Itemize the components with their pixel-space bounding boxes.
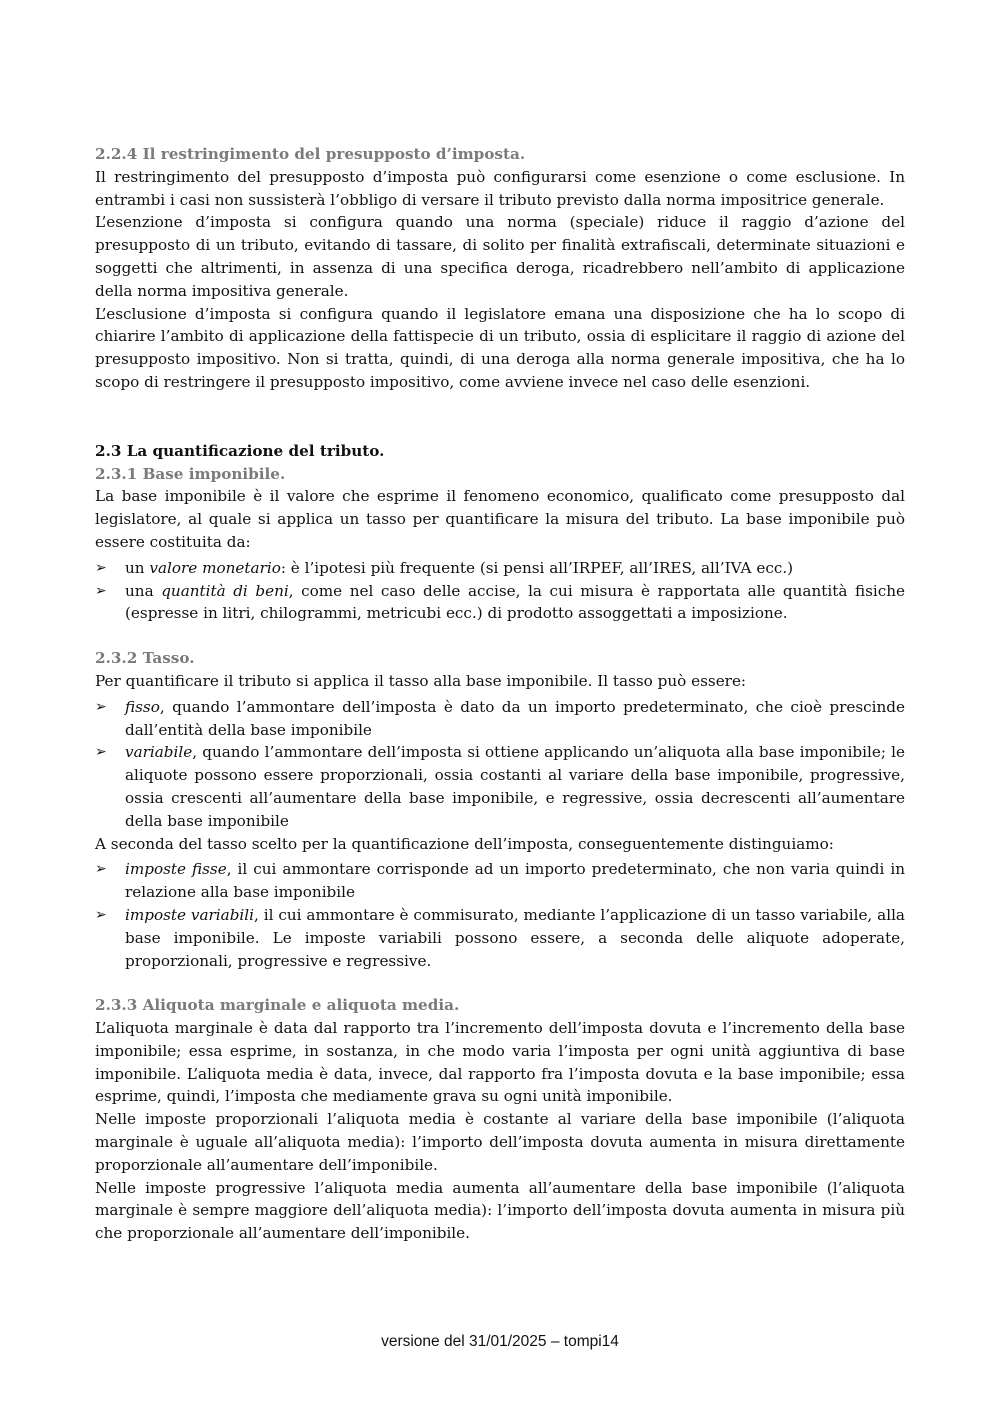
page-footer: versione del 31/01/2025 – tompi14	[381, 1333, 619, 1350]
arrow-bullet-icon: ➢	[95, 861, 107, 878]
paragraph: Il restringimento del presupposto d’imposta può configurarsi come esenzione o come esclusione. In entrambi i casi non sussisterà l’obbligo di versare il tributo previsto dalla norma impositrice generale.	[95, 167, 905, 209]
paragraph: Nelle imposte progressive l’aliquota media aumenta all’aumentare della base imponibile (l’aliquota marginale è sempre maggiore dell’aliquota media): l’importo dell’imposta dovuta aumenta in misura più che proporzionale all’aumentare dell’imponibile.	[95, 1178, 905, 1243]
list-item: ➢ un valore monetario: è l’ipotesi più frequente (si pensi all’IRPEF, all’IRES, all’IVA ecc.)	[95, 557, 905, 580]
list-item: ➢ fisso, quando l’ammontare dell’imposta è dato da un importo predeterminato, che cioè prescinde dall’entità della base imponibile	[95, 697, 905, 739]
document-page	[95, 143, 905, 1245]
arrow-bullet-icon: ➢	[95, 698, 107, 715]
arrow-bullet-icon: ➢	[95, 906, 107, 923]
bullet-list	[95, 557, 905, 625]
paragraph: Nelle imposte proporzionali l’aliquota media è costante al variare della base imponibile (l’aliquota marginale è uguale all’aliquota media): l’importo dell’imposta dovuta aumenta in misura direttamente proporzionale all’aumentare dell’imponibile.	[95, 1110, 905, 1174]
paragraph: L’esclusione d’imposta si configura quando il legislatore emana una disposizione che ha lo scopo di chiarire l’ambito di applicazione della fattispecie di un tributo, ossia di esplicitare il raggio di azione del presupposto impositivo. Non si tratta, quindi, di una deroga alla norma generale impositiva, che ha lo scopo di restringere il presupposto impositivo, come avviene invece nel caso delle esenzioni.	[95, 304, 905, 391]
arrow-bullet-icon: ➢	[95, 559, 107, 576]
section-heading-2-3-1: 2.3.1 Base imponibile.	[95, 464, 286, 483]
section-heading-2-3-3: 2.3.3 Aliquota marginale e aliquota media.	[95, 996, 460, 1015]
paragraph: Per quantificare il tributo si applica il tasso alla base imponibile. Il tasso può essere:	[95, 671, 747, 690]
bullet-list	[95, 858, 905, 972]
section-heading-2-2-4: 2.2.4 Il restringimento del presupposto d’imposta.	[95, 145, 526, 163]
list-item: ➢ imposte fisse, il cui ammontare corrisponde ad un importo predeterminato, che non varia quindi in relazione alla base imponibile	[95, 860, 905, 902]
arrow-bullet-icon: ➢	[95, 582, 107, 599]
list-item: ➢ imposte variabili, il cui ammontare è commisurato, mediante l’applicazione di un tasso variabile, alla base imponibile. Le imposte variabili possono essere, a seconda delle aliquote adoperate, proporzionali, progressive e regressive.	[95, 905, 905, 970]
section-heading-2-3-2: 2.3.2 Tasso.	[95, 649, 195, 668]
bullet-list	[95, 696, 905, 833]
paragraph: La base imponibile è il valore che esprime il fenomeno economico, qualificato come presupposto dal legislatore, al quale si applica un tasso per quantificare la misura del tributo. La base imponibile può essere costituita da:	[95, 487, 905, 551]
list-item: ➢ una quantità di beni, come nel caso delle accise, la cui misura è rapportata alle quantità fisiche (espresse in litri, chilogrammi, metricubi ecc.) di prodotto assoggettati a imposizione.	[95, 581, 905, 623]
paragraph: L’esenzione d’imposta si configura quando una norma (speciale) riduce il raggio d’azione del presupposto di un tributo, evitando di tassare, di solito per finalità extrafiscali, determinate situazioni e soggetti che altrimenti, in assenza di una specifica deroga, ricadrebbero nell’ambito di applicazione della norma impositiva generale.	[95, 213, 905, 300]
arrow-bullet-icon: ➢	[95, 744, 107, 761]
section-heading-2-3: 2.3 La quantificazione del tributo.	[95, 441, 385, 460]
paragraph: L’aliquota marginale è data dal rapporto tra l’incremento dell’imposta dovuta e l’incremento della base imponibile; essa esprime, in sostanza, in che modo varia l’imposta per ogni unità aggiuntiva di base imponibile. L’aliquota media è data, invece, dal rapporto fra l’imposta dovuta e la base imponibile; essa esprime, quindi, l’imposta che mediamente grava su ogni unità imponibile.	[95, 1019, 905, 1106]
list-item: ➢ variabile, quando l’ammontare dell’imposta si ottiene applicando un’aliquota alla base imponibile; le aliquote possono essere proporzionali, ossia costanti al variare della base imponibile, progressive, ossia crescenti all’aumentare della base imponibile, e regressive, ossia decrescenti all’aumentare della base imponibile	[95, 743, 905, 830]
paragraph: A seconda del tasso scelto per la quantificazione dell’imposta, conseguentemente distinguiamo:	[95, 834, 834, 853]
